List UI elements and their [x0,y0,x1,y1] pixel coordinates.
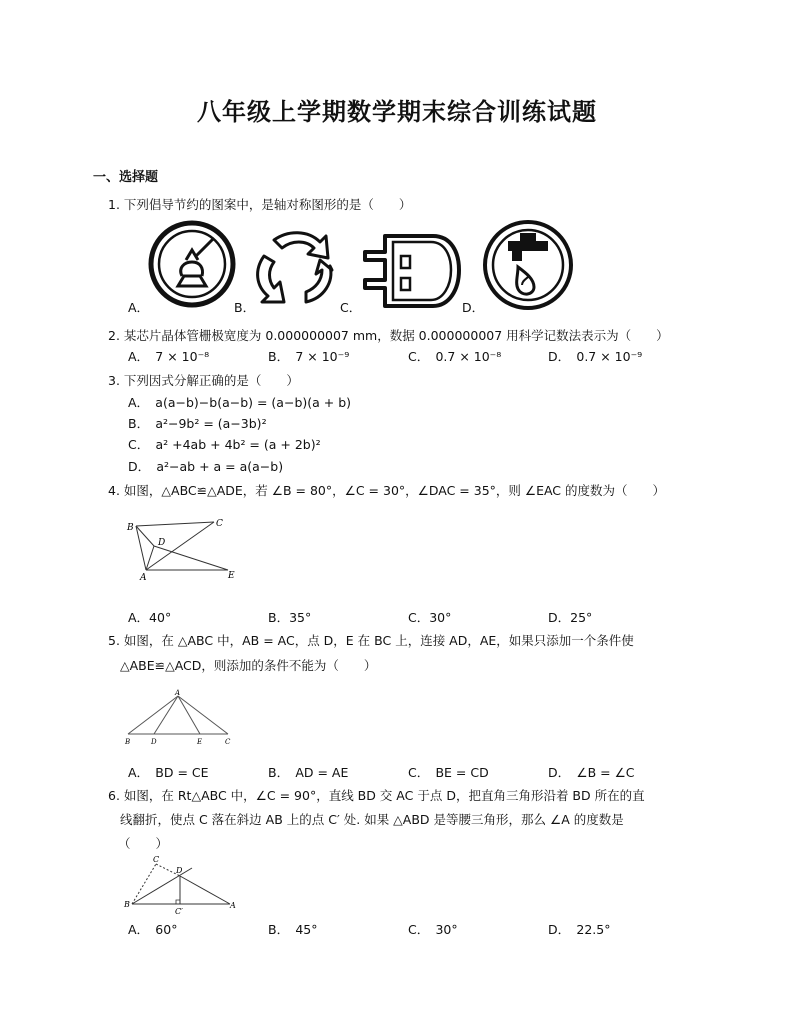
water-faucet-icon [482,219,574,311]
q3-option-d[interactable]: D． a²−ab + a = a(a−b) [128,459,284,474]
q6-label-c-prime: C′ [175,907,183,916]
q5-label-b: B [125,738,131,746]
q6-option-b[interactable]: B． 45° [268,922,318,937]
power-plug-icon [355,232,465,312]
q4-label-c: C [216,519,223,529]
q3-option-a[interactable]: A． a(a−b)−b(a−b) = (a−b)(a + b) [128,395,352,410]
q5-figure [120,688,240,748]
q4-option-b[interactable]: B．35° [268,610,312,625]
section-heading: 一、选择题 [93,170,159,185]
question-4-stem: 4. 如图，△ABC≌△ADE，若 ∠B = 80°，∠C = 30°，∠DAC = 35°，则 ∠EAC 的度数为（ ） [108,483,666,498]
q5-option-c[interactable]: C． BE = CD [408,765,489,780]
question-6-stem-line-1: 6. 如图，在 Rt△ABC 中，∠C = 90°，直线 BD 交 AC 于点 D，把直角三角形沿着 BD 所在的直 [108,788,645,803]
page-title: 八年级上学期数学期末综合训练试题 [197,98,597,126]
q4-label-e: E [228,571,235,581]
q5-option-d[interactable]: D． ∠B = ∠C [548,765,635,780]
q4-label-b: B [127,523,134,533]
q6-option-c[interactable]: C． 30° [408,922,458,937]
q6-option-a[interactable]: A． 60° [128,922,178,937]
q6-label-d: D [176,866,183,875]
q6-option-d[interactable]: D． 22.5° [548,922,611,937]
q6-figure [120,852,245,918]
q3-option-c[interactable]: C． a² +4ab + 4b² = (a + 2b)² [128,437,321,452]
q1-option-d[interactable]: D． [462,300,485,315]
q4-option-d[interactable]: D．25° [548,610,593,625]
q6-label-c: C [153,855,160,864]
question-6-stem-line-2: 线翻折，使点 C 落在斜边 AB 上的点 C′ 处. 如果 △ABD 是等腰三角形，那么 ∠A 的度数是 [120,812,624,827]
question-2-stem: 2. 某芯片晶体管栅极宽度为 0.000000007 mm，数据 0.000000007 用科学记数法表示为（ ） [108,328,669,343]
q2-option-b[interactable]: B． 7 × 10⁻⁹ [268,349,350,364]
q5-label-a: A [175,689,181,697]
q1-option-c[interactable]: C． [340,300,362,315]
q4-option-c[interactable]: C．30° [408,610,452,625]
q5-label-c: C [225,738,231,746]
question-6-stem-line-3: （ ） [118,836,169,851]
q2-option-c[interactable]: C． 0.7 × 10⁻⁸ [408,349,502,364]
q6-label-b: B [124,900,130,909]
question-5-stem-line-1: 5. 如图，在 △ABC 中，AB = AC，点 D，E 在 BC 上，连接 AD，AE，如果只添加一个条件使 [108,633,634,648]
q4-label-a: A [140,573,147,583]
question-1-stem: 1. 下列倡导节约的图案中，是轴对称图形的是（ ） [108,197,412,212]
q2-option-a[interactable]: A． 7 × 10⁻⁸ [128,349,210,364]
q6-label-a: A [230,901,236,910]
q4-figure [120,512,250,584]
question-5-stem-line-2: △ABE≌△ACD，则添加的条件不能为（ ） [120,658,377,673]
q3-option-b[interactable]: B． a²−9b² = (a−3b)² [128,416,267,431]
question-3-stem: 3. 下列因式分解正确的是（ ） [108,373,299,388]
no-spill-cup-icon [148,220,238,310]
q5-option-b[interactable]: B． AD = AE [268,765,349,780]
q1-option-a[interactable]: A． [128,300,150,315]
q1-option-b[interactable]: B． [234,300,256,315]
recycle-arrows-icon [250,222,340,310]
q5-label-e: E [197,738,203,746]
q2-option-d[interactable]: D． 0.7 × 10⁻⁹ [548,349,643,364]
q4-label-d: D [158,538,166,548]
q4-option-a[interactable]: A．40° [128,610,172,625]
q5-label-d: D [151,738,157,746]
q5-option-a[interactable]: A． BD = CE [128,765,209,780]
